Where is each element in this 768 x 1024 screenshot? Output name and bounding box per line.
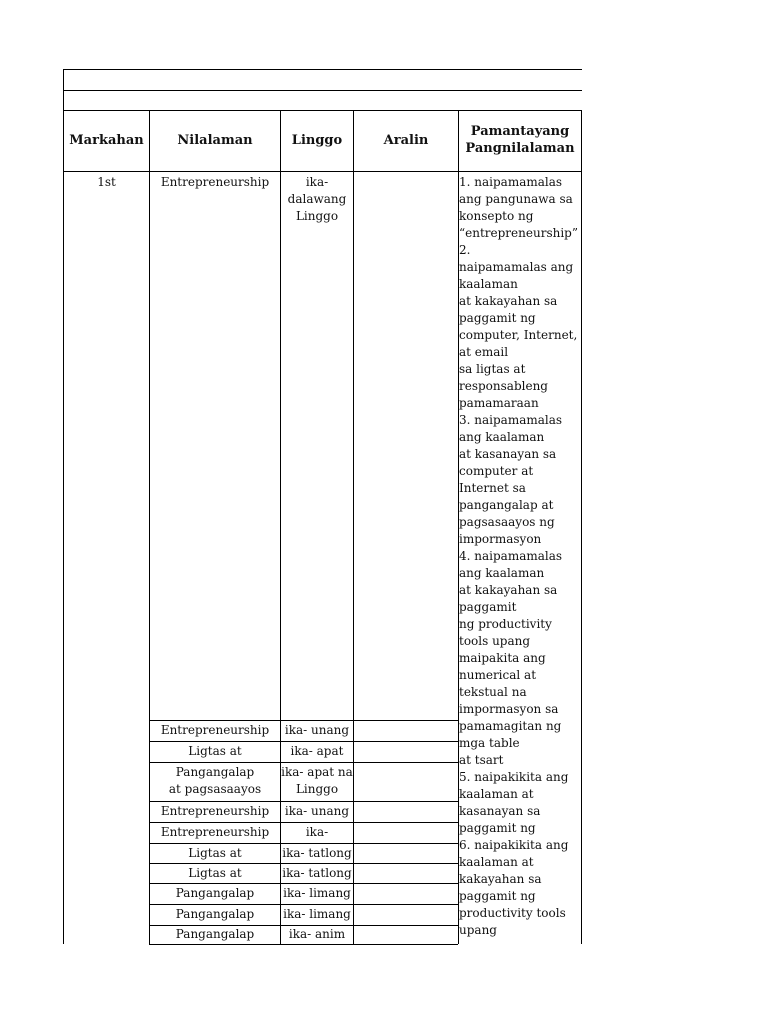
header-pamantayang: Pamantayang Pangnilalaman (465, 124, 575, 156)
row-border-6 (149, 843, 458, 844)
header-markahan: Markahan (69, 133, 144, 148)
nilalaman-cell: Ligtas at (188, 744, 242, 758)
linggo-cell: ika- (305, 825, 329, 839)
nilalaman-cell: Ligtas at (188, 846, 242, 860)
col-border-0 (63, 110, 64, 944)
linggo-cell: ika- tatlong (282, 846, 352, 860)
row-border-7 (149, 863, 458, 864)
row-border-5 (149, 822, 458, 823)
nilalaman-cell: Entrepreneurship (160, 825, 270, 839)
row-divider-1 (63, 90, 582, 91)
linggo-cell: ika- tatlong (282, 866, 352, 880)
linggo-cell: ika- unang (284, 723, 350, 737)
top-border (63, 69, 582, 70)
nilalaman-cell: Ligtas at (188, 866, 242, 880)
nilalaman-cell: Pangangalap (175, 886, 255, 900)
row-border-11 (149, 944, 458, 945)
linggo-cell: ika- dalawang Linggo (287, 175, 347, 223)
nilalaman-cell: Pangangalap at pagsasaayos (168, 765, 262, 796)
nilalaman-cell: Entrepreneurship (160, 804, 270, 818)
quarter-cell: 1st (97, 175, 116, 189)
linggo-cell: ika- apat na Linggo (281, 765, 353, 796)
nilalaman-cell: Pangangalap (175, 907, 255, 921)
linggo-cell: ika- apat (290, 744, 344, 758)
row-border-9 (149, 904, 458, 905)
row-divider-2 (63, 110, 582, 111)
row-border-4 (149, 801, 458, 802)
col-border-3 (353, 110, 354, 944)
header-linggo: Linggo (291, 133, 343, 148)
row-border-3 (149, 762, 458, 763)
linggo-cell: ika- limang (283, 907, 351, 921)
pamantayang-text-cell: 1. naipamamalas ang pangunawa sa konsepto ng “entrepreneurship” 2. naipamamalas ang kaalaman at kakayahan sa paggamit ng computer, Internet, at email sa ligtas at responsableng pamamaraan 3. naipamamalas ang kaalaman at kasanayan sa computer at Internet sa pangangalap at pagsasaayos ng impormasyon 4. naipamamalas ang kaalaman at kakayahan sa paggamit ng productivity tools upang maipakita ang numerical at tekstual na impormasyon sa pamamagitan ng mga table at tsart 5. naipakikita ang kaalaman at kasanayan sa paggamit ng 6. naipakikita ang kaalaman at kakayahan sa paggamit ng productivity tools upang (459, 175, 578, 937)
left-border-top (63, 69, 64, 110)
nilalaman-cell: Entrepreneurship (160, 723, 270, 737)
header-nilalaman: Nilalaman (177, 133, 253, 148)
header-bottom-border (63, 171, 582, 172)
header-aralin: Aralin (383, 133, 429, 148)
row-border-8 (149, 883, 458, 884)
row-border-2 (149, 741, 458, 742)
row-border-1 (149, 720, 458, 721)
col-border-5 (581, 110, 582, 944)
nilalaman-cell: Pangangalap (175, 927, 255, 941)
linggo-cell: ika- unang (284, 804, 350, 818)
linggo-cell: ika- anim (288, 927, 346, 941)
nilalaman-cell: Entrepreneurship (160, 175, 270, 189)
linggo-cell: ika- limang (283, 886, 351, 900)
